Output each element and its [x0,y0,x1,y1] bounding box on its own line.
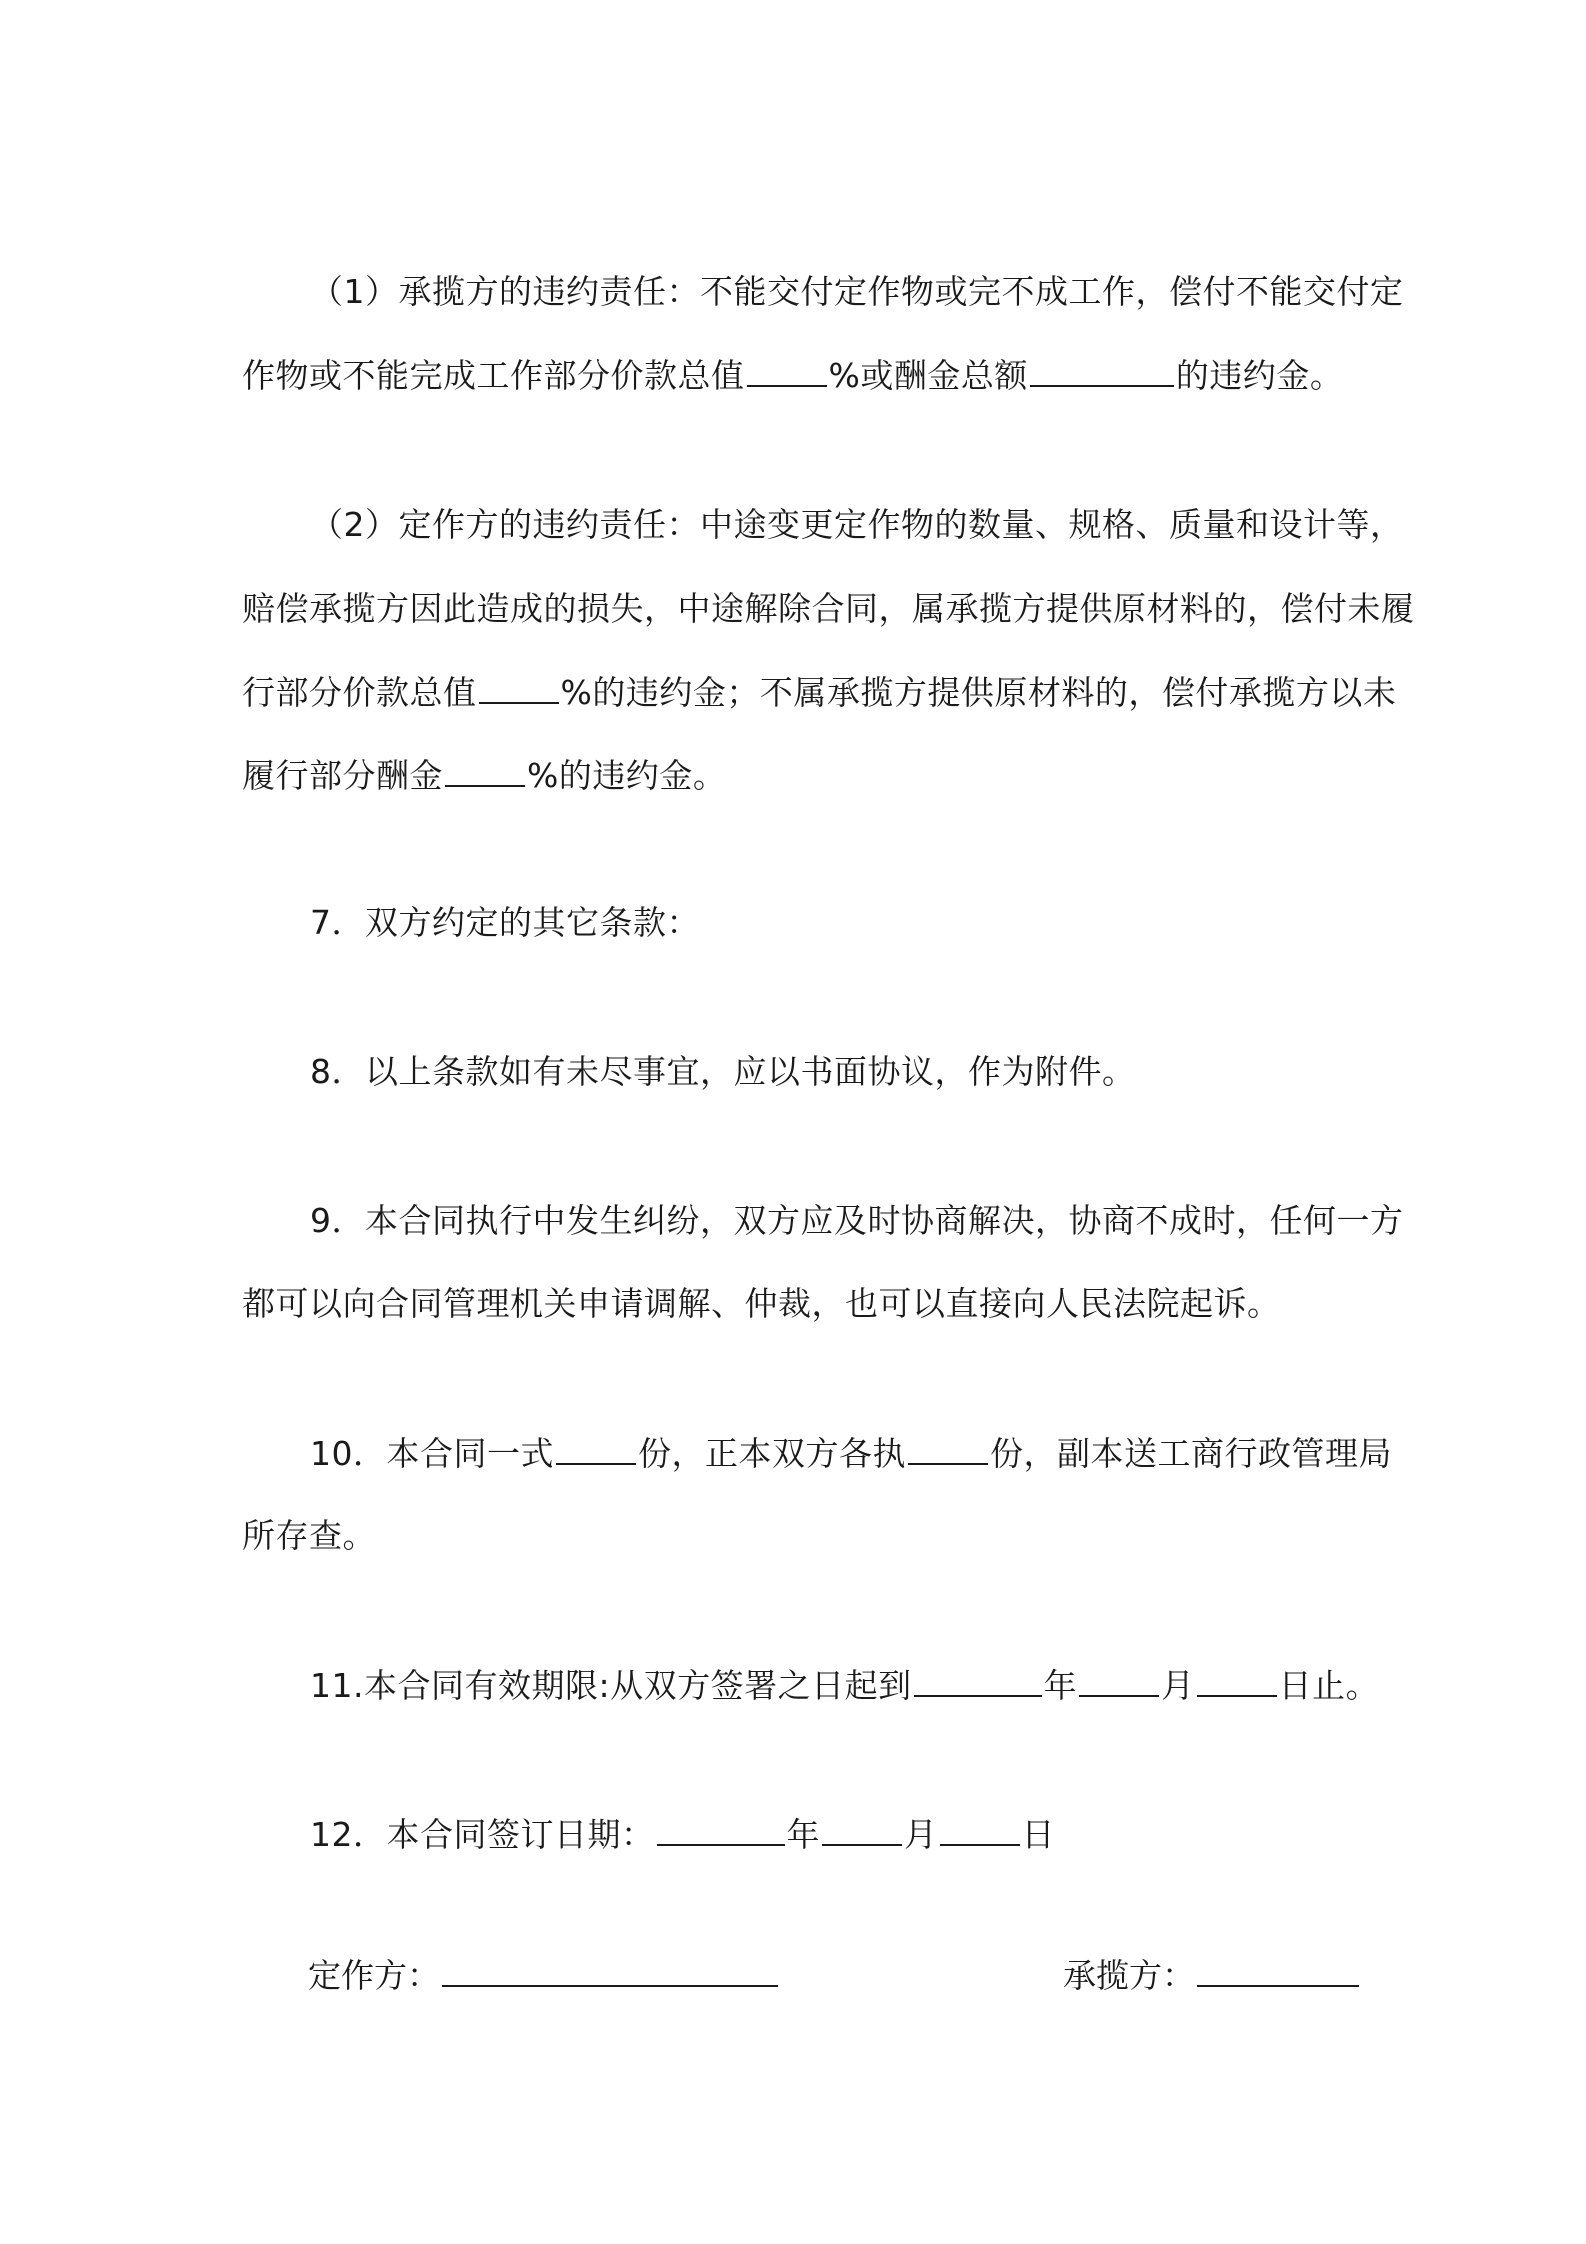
clause-11-text-a: 11.本合同有效期限:从双方签署之日起到 [310,1666,912,1705]
blank-percent-field[interactable] [479,672,559,704]
blank-month-field[interactable] [822,1814,902,1846]
clause-9-line-2: 都可以向合同管理机关申请调解、仲裁，也可以直接向人民法院起诉。 [242,1284,1281,1323]
clause-2-line-1: （2）定作方的违约责任：中途变更定作物的数量、规格、质量和设计等， [310,505,1404,544]
blank-month-field[interactable] [1079,1665,1159,1697]
contractor-signature [1063,1955,1361,1996]
blank-year-field[interactable] [657,1814,785,1846]
clause-8: 8．以上条款如有未尽事宜，应以书面协议，作为附件。 [310,1052,1136,1091]
clause-2-line-2: 赔偿承揽方因此造成的损失，中途解除合同，属承揽方提供原材料的，偿付未履 [242,589,1415,628]
clause-9-line-1: 9．本合同执行中发生纠纷，双方应及时协商解决，协商不成时，任何一方 [310,1201,1404,1240]
blank-copies-each-field[interactable] [908,1433,988,1465]
clause-2-text-d: %的违约金。 [527,756,727,795]
clause-2-line-3 [242,672,1396,713]
clause-11-day-label: 日止。 [1278,1666,1380,1705]
clause-1-text-a: 作物或不能完成工作部分价款总值 [242,356,745,395]
contractor-label: 承揽方： [1063,1956,1195,1995]
clause-1-text-c: 的违约金。 [1175,356,1344,395]
clause-11 [310,1665,1379,1706]
clause-12 [310,1814,1055,1855]
blank-percent-field[interactable] [445,755,525,787]
clause-7: 7．双方约定的其它条款： [310,903,700,942]
blank-copies-field[interactable] [556,1433,636,1465]
clause-11-month-label: 月 [1161,1666,1195,1705]
clause-2-text-a: 行部分价款总值 [242,673,477,712]
blank-day-field[interactable] [940,1814,1020,1846]
clause-10-text-a: 10．本合同一式 [310,1434,554,1473]
ordering-party-label: 定作方： [308,1956,440,1995]
clause-12-year-label: 年 [786,1815,820,1854]
clause-2-line-4 [242,755,726,796]
clause-1-line-2 [242,355,1343,396]
clause-2-text-c: 履行部分酬金 [242,756,443,795]
clause-10-line-1 [310,1433,1392,1474]
clause-12-day-label: 日 [1021,1815,1055,1854]
ordering-party-signature-field[interactable] [442,1955,778,1987]
contractor-signature-field[interactable] [1197,1955,1359,1987]
clause-12-month-label: 月 [904,1815,938,1854]
clause-10-line-2: 所存查。 [242,1516,376,1555]
clause-1-text-b: %或酬金总额 [828,356,1028,395]
clause-10-text-c: 份，副本送工商行政管理局 [990,1434,1392,1473]
clause-1-line-1: （1）承揽方的违约责任：不能交付定作物或完不成工作，偿付不能交付定 [310,272,1404,311]
ordering-party-signature [308,1955,780,1996]
blank-percent-field[interactable] [747,355,827,387]
clause-12-text-a: 12．本合同签订日期： [310,1815,655,1854]
blank-day-field[interactable] [1197,1665,1277,1697]
clause-10-text-b: 份，正本双方各执 [638,1434,906,1473]
clause-2-text-b: %的违约金；不属承揽方提供原材料的，偿付承揽方以未 [560,673,1397,712]
blank-amount-field[interactable] [1030,355,1174,387]
blank-year-field[interactable] [914,1665,1042,1697]
clause-11-year-label: 年 [1043,1666,1078,1705]
